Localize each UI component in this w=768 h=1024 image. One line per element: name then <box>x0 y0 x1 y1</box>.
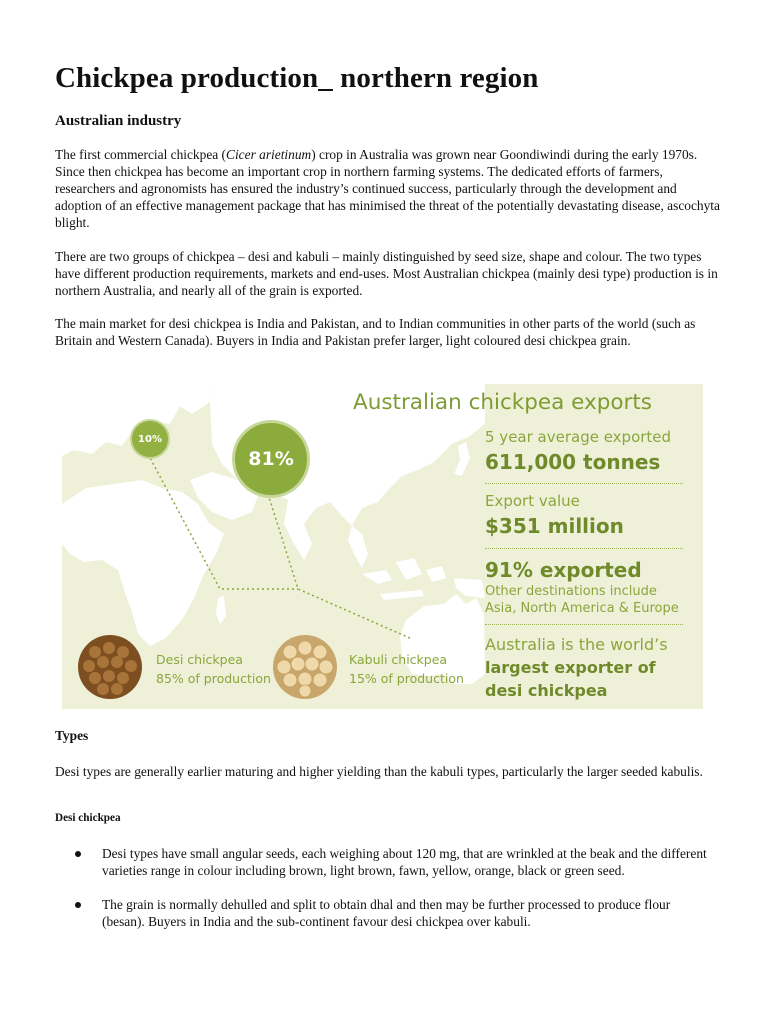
types-heading: Types <box>55 728 89 743</box>
scientific-name: Cicer arietinum <box>226 147 312 162</box>
paragraph-types: Desi types are generally earlier maturing and higher yielding than the kabuli types, particularly the larger seeded kabulis. <box>55 764 703 779</box>
p1-after: ) crop in Australia was grown near Goondiwindi during the early 1970s. Since then chickpea has become an important crop in northern farming systems. The dedicated efforts of farmers, researchers and agronomists has ensured the industry’s continued success, particularly through the development and adoption of an effective management package that has minimised the threat of the potentially devastating disease, ascochyta blight. <box>55 147 720 230</box>
divider-3 <box>485 624 683 625</box>
bullet-text: Desi types have small angular seeds, each weighing about 120 mg, that are wrinkled at the beak and the different varieties range in colour including brown, light brown, fawn, yellow, orange, black or green seed. <box>102 846 707 878</box>
other-destinations-line-2: Asia, North America & Europe <box>485 601 679 616</box>
list-item <box>55 846 715 880</box>
kabuli-label: Kabuli chickpea <box>349 652 448 667</box>
desi-label: Desi chickpea <box>156 652 243 667</box>
desi-share: 85% of production <box>156 671 271 686</box>
p1-before: The first commercial chickpea ( <box>55 147 227 162</box>
bullet-icon <box>75 851 81 857</box>
export-value-label: Export value <box>485 492 580 510</box>
export-value-amount: $351 million <box>485 514 624 538</box>
kabuli-seed-image <box>272 634 338 700</box>
average-label: 5 year average exported <box>485 428 672 446</box>
fact-line-2: largest exporter of <box>485 658 656 677</box>
exports-infographic <box>62 384 703 709</box>
fact-line-1: Australia is the world’s <box>485 635 668 654</box>
section-heading: Australian industry <box>55 113 182 129</box>
kabuli-share: 15% of production <box>349 671 464 686</box>
exported-share: 91% exported <box>485 558 642 582</box>
bullet-icon <box>75 902 81 908</box>
divider-1 <box>485 483 683 484</box>
list-item <box>55 897 715 931</box>
average-value: 611,000 tonnes <box>485 450 661 474</box>
divider-2 <box>485 548 683 549</box>
infographic-title: Australian chickpea exports <box>353 390 652 415</box>
desi-seed-image <box>77 634 143 700</box>
paragraph-markets: The main market for desi chickpea is India and Pakistan, and to Indian communities in other parts of the world (such as Britain and Western Canada). Buyers in India and Pakistan prefer larger, light coloured desi chickpea grain. <box>55 316 696 348</box>
other-destinations-line-1: Other destinations include <box>485 584 657 599</box>
bullet-text: The grain is normally dehulled and split to obtain dhal and then may be further processed to produce flour (besan). Buyers in India and the sub-continent favour desi chickpea over kabuli. <box>102 896 671 929</box>
desi-bullet-list <box>55 846 715 948</box>
page-title: Chickpea production_ northern region <box>55 62 539 94</box>
india-eighty-one-percent-marker: 81% <box>232 420 310 498</box>
paragraph-history <box>55 147 720 232</box>
desi-heading: Desi chickpea <box>55 812 121 824</box>
india-ten-percent-marker: 10% <box>130 419 170 459</box>
paragraph-groups: There are two groups of chickpea – desi and kabuli – mainly distinguished by seed size, shape and colour. The two types have different production requirements, markets and end-uses. Most Australian chickpea (mainly desi type) production is in northern Australia, and nearly all of the grain is exported. <box>55 249 718 298</box>
fact-line-3: desi chickpea <box>485 681 608 700</box>
